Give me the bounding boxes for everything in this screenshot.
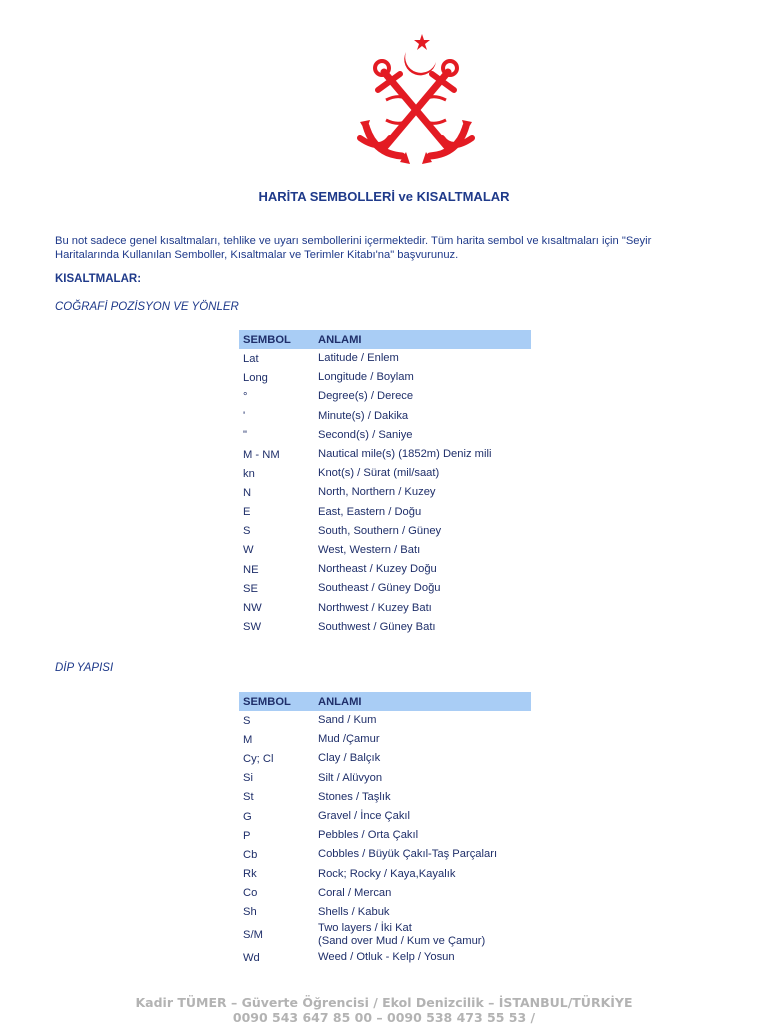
column-header-meaning: ANLAMI	[314, 330, 531, 349]
meaning-cell: Cobbles / Büyük Çakıl-Taş Parçaları	[318, 848, 498, 861]
meaning-cell: Knot(s) / Sürat (mil/saat)	[318, 467, 440, 480]
table-row	[239, 426, 531, 445]
table-row	[239, 503, 531, 522]
table-row	[239, 826, 531, 845]
symbol-cell: S	[243, 525, 251, 538]
table-row	[239, 541, 531, 560]
meaning-cell: Pebbles / Orta Çakıl	[318, 829, 419, 842]
meaning-cell: North, Northern / Kuzey	[318, 486, 436, 499]
symbol-cell: Rk	[243, 868, 257, 881]
intro-paragraph: Bu not sadece genel kısaltmaları, tehlike ve uyarı sembollerini içermektedir. Tüm harita sembol ve kısaltmaları için "Seyir Haritalarında Kullanılan Semboller, Kısaltmalar ve Terimler Kitabı'na" başvurunuz.	[55, 235, 652, 261]
symbol-cell: Wd	[243, 951, 260, 964]
table-row	[239, 579, 531, 598]
table-row	[239, 711, 531, 730]
geo-position-table	[239, 330, 531, 637]
meaning-cell: Second(s) / Saniye	[318, 428, 413, 441]
meaning-cell: Two layers / İki Kat (Sand over Mud / Kum ve Çamur)	[318, 922, 486, 948]
table-row	[239, 618, 531, 637]
footer	[0, 995, 768, 1024]
footer-phone-line: 0090 543 647 85 00 – 0090 538 473 55 53 /	[232, 1010, 536, 1024]
symbol-cell: S	[243, 714, 251, 727]
crossed-anchors-logo-icon	[356, 30, 476, 170]
symbol-cell: Cb	[243, 848, 258, 861]
table-row	[239, 948, 531, 967]
table-row	[239, 387, 531, 406]
meaning-cell: Gravel / İnce Çakıl	[318, 810, 411, 823]
table-row	[239, 884, 531, 903]
meaning-cell: Northeast / Kuzey Doğu	[318, 563, 437, 576]
symbol-cell: °	[243, 390, 248, 403]
symbol-cell: S/M	[243, 929, 263, 942]
symbol-cell: E	[243, 506, 251, 519]
meaning-cell: Degree(s) / Derece	[318, 390, 414, 403]
meaning-cell: Weed / Otluk - Kelp / Yosun	[318, 951, 455, 964]
meaning-cell: South, Southern / Güney	[318, 524, 442, 537]
table-row	[239, 749, 531, 768]
table-row	[239, 560, 531, 579]
meaning-cell: Latitude / Enlem	[318, 352, 399, 365]
symbol-cell: kn	[243, 467, 255, 480]
symbol-cell: "	[243, 429, 247, 442]
table-row	[239, 903, 531, 922]
meaning-cell: Mud /Çamur	[318, 733, 380, 746]
table-row	[239, 730, 531, 749]
symbol-cell: SE	[243, 582, 258, 595]
meaning-cell: Silt / Alüvyon	[318, 771, 383, 784]
meaning-cell: Shells / Kabuk	[318, 905, 390, 918]
table-row	[239, 922, 531, 948]
symbol-cell: Lat	[243, 352, 259, 365]
symbol-cell: Long	[243, 371, 268, 384]
symbol-cell: '	[243, 410, 246, 423]
meaning-cell: Longitude / Boylam	[318, 371, 414, 384]
column-header-meaning: ANLAMI	[314, 692, 531, 711]
table-header-row	[239, 330, 531, 349]
meaning-cell: West, Western / Batı	[318, 543, 421, 556]
table-row	[239, 483, 531, 502]
table-row	[239, 349, 531, 368]
table-row	[239, 769, 531, 788]
footer-author-line: Kadir TÜMER – Güverte Öğrencisi / Ekol Denizcilik – İSTANBUL/TÜRKİYE	[135, 995, 633, 1010]
page-title: HARİTA SEMBOLLERİ ve KISALTMALAR	[258, 189, 510, 204]
meaning-cell: Southwest / Güney Batı	[318, 620, 436, 633]
table-header-row	[239, 692, 531, 711]
abbreviations-heading: KISALTMALAR:	[55, 273, 142, 285]
symbol-cell: SW	[243, 621, 262, 634]
symbol-cell: M	[243, 733, 253, 746]
table-row	[239, 368, 531, 387]
column-header-symbol: SEMBOL	[239, 692, 314, 711]
symbol-cell: P	[243, 829, 251, 842]
meaning-cell: Stones / Taşlık	[318, 790, 391, 803]
symbol-cell: Cy; Cl	[243, 752, 274, 765]
symbol-cell: NE	[243, 563, 259, 576]
symbol-cell: G	[243, 810, 252, 823]
table-row	[239, 807, 531, 826]
meaning-cell: Northwest / Kuzey Batı	[318, 601, 432, 614]
symbol-cell: M - NM	[243, 448, 280, 461]
symbol-cell: Co	[243, 887, 258, 900]
symbol-cell: W	[243, 544, 254, 557]
table-row	[239, 407, 531, 426]
symbol-cell: N	[243, 486, 252, 499]
seabed-table	[239, 692, 531, 967]
meaning-cell: Sand / Kum	[318, 714, 377, 727]
meaning-cell: Minute(s) / Dakika	[318, 409, 409, 422]
symbol-cell: NW	[243, 602, 262, 615]
table-row	[239, 788, 531, 807]
seabed-heading: DİP YAPISI	[55, 662, 114, 674]
table-row	[239, 464, 531, 483]
table-row	[239, 598, 531, 617]
meaning-cell: Rock; Rocky / Kaya,Kayalık	[318, 867, 456, 880]
geo-position-heading: COĞRAFİ POZİSYON VE YÖNLER	[55, 301, 239, 313]
column-header-symbol: SEMBOL	[239, 330, 314, 349]
meaning-cell: Nautical mile(s) (1852m) Deniz mili	[318, 448, 492, 461]
table-row	[239, 865, 531, 884]
meaning-cell: Coral / Mercan	[318, 886, 392, 899]
table-row	[239, 845, 531, 864]
meaning-cell: Southeast / Güney Doğu	[318, 582, 441, 595]
table-row	[239, 522, 531, 541]
table-row	[239, 445, 531, 464]
symbol-cell: St	[243, 791, 254, 804]
meaning-cell: East, Eastern / Doğu	[318, 505, 422, 518]
symbol-cell: Si	[243, 772, 253, 785]
symbol-cell: Sh	[243, 906, 257, 919]
meaning-cell: Clay / Balçık	[318, 752, 381, 765]
